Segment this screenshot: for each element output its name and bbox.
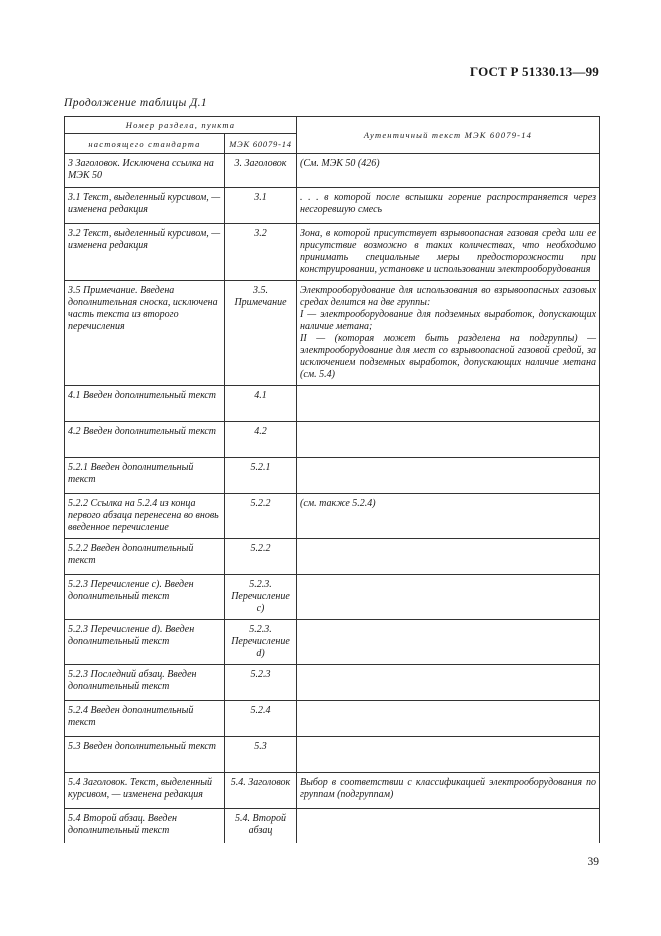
- cell-this-standard: 4.1 Введен дополнительный текст: [65, 386, 225, 422]
- header-iec-clause: МЭК 60079-14: [225, 134, 297, 154]
- cell-iec-clause: 4.1: [225, 386, 297, 422]
- cell-this-standard: 3 Заголовок. Исключена ссылка на МЭК 50: [65, 154, 225, 188]
- table-row: [65, 458, 600, 494]
- cell-this-standard: 5.2.2 Введен дополнительный текст: [65, 539, 225, 575]
- cell-authentic-text: [297, 575, 600, 620]
- cell-authentic-text: [297, 281, 600, 386]
- authentic-text-line: Зона, в которой присутствует взрывоопасная газовая среда или ее присутствие возможно в таких количествах, что необходимо принимать специальные меры предосторожности при конструировании, установке и использовании электрооборудования: [300, 228, 597, 275]
- table-row: [65, 422, 600, 458]
- authentic-text-line: II — (которая может быть разделена на подгруппы) — электрооборудование для мест со взрывоопасной газовой средой, за исключением подземных выработок, допускающих наличие метана (см. 5.4): [300, 333, 597, 380]
- cell-authentic-text: [297, 386, 600, 422]
- cell-iec-clause: 3.2: [225, 224, 297, 281]
- cell-iec-clause: 5.2.3. Перечисление с): [225, 575, 297, 620]
- header-section-number: Номер раздела, пункта: [65, 117, 297, 134]
- table-row: [65, 620, 600, 665]
- table-row: [65, 701, 600, 737]
- cell-iec-clause: 5.2.2: [225, 494, 297, 539]
- authentic-text-line: I — электрооборудование для подземных выработок, допускающих наличие метана;: [300, 309, 597, 332]
- table-row: [65, 494, 600, 539]
- cell-iec-clause: 4.2: [225, 422, 297, 458]
- header-authentic-text: Аутентичный текст МЭК 60079-14: [297, 117, 600, 154]
- cell-this-standard: 5.4 Второй абзац. Введен дополнительный текст: [65, 809, 225, 843]
- cell-authentic-text: [297, 494, 600, 539]
- cell-iec-clause: 5.2.1: [225, 458, 297, 494]
- authentic-text-line: Выбор в соответствии с классификацией электрооборудования по группам (подгруппам): [300, 777, 597, 800]
- table-row: [65, 154, 600, 188]
- cell-iec-clause: 5.2.4: [225, 701, 297, 737]
- cell-authentic-text: [297, 737, 600, 773]
- table-row: [65, 575, 600, 620]
- cell-this-standard: 5.2.4 Введен дополнительный текст: [65, 701, 225, 737]
- cell-this-standard: 5.2.3 Перечисление с). Введен дополнительный текст: [65, 575, 225, 620]
- table-row: [65, 386, 600, 422]
- table-row: [65, 809, 600, 843]
- authentic-text-line: (см. также 5.2.4): [300, 498, 376, 509]
- cell-iec-clause: 5.2.3: [225, 665, 297, 701]
- table-row: [65, 224, 600, 281]
- table-caption: Продолжение таблицы Д.1: [64, 97, 208, 109]
- cell-authentic-text: [297, 701, 600, 737]
- authentic-text-line: Электрооборудование для использования во взрывоопасных газовых средах делится на две группы:: [300, 285, 597, 308]
- cell-authentic-text: [297, 458, 600, 494]
- table-row: [65, 188, 600, 224]
- cell-this-standard: 3.1 Текст, выделенный курсивом, — изменена редакция: [65, 188, 225, 224]
- table-row: [65, 737, 600, 773]
- table-row: [65, 539, 600, 575]
- cell-this-standard: 5.2.3 Перечисление d). Введен дополнительный текст: [65, 620, 225, 665]
- cell-authentic-text: [297, 809, 600, 843]
- cell-iec-clause: 3.1: [225, 188, 297, 224]
- cell-this-standard: 5.3 Введен дополнительный текст: [65, 737, 225, 773]
- cell-this-standard: 5.2.1 Введен дополнительный текст: [65, 458, 225, 494]
- cell-iec-clause: 5.3: [225, 737, 297, 773]
- table-row: [65, 281, 600, 386]
- cell-authentic-text: [297, 665, 600, 701]
- table-row: [65, 665, 600, 701]
- table-body: [65, 154, 600, 843]
- cell-this-standard: 3.2 Текст, выделенный курсивом, — изменена редакция: [65, 224, 225, 281]
- cell-this-standard: 5.2.3 Последний абзац. Введен дополнительный текст: [65, 665, 225, 701]
- authentic-text-line: . . . в которой после вспышки горение распространяется через несгоревшую смесь: [300, 192, 597, 215]
- cell-this-standard: 3.5 Примечание. Введена дополнительная сноска, исключена часть текста из второго перечисления: [65, 281, 225, 386]
- cell-iec-clause: 3.5. Примечание: [225, 281, 297, 386]
- correspondence-table: [64, 116, 600, 843]
- cell-iec-clause: 5.4. Второй абзац: [225, 809, 297, 843]
- table-row: [65, 773, 600, 809]
- cell-iec-clause: 5.2.3. Перечисление d): [225, 620, 297, 665]
- cell-iec-clause: 5.2.2: [225, 539, 297, 575]
- cell-authentic-text: [297, 773, 600, 809]
- cell-authentic-text: [297, 539, 600, 575]
- cell-authentic-text: [297, 422, 600, 458]
- cell-this-standard: 5.4 Заголовок. Текст, выделенный курсивом, — изменена редакция: [65, 773, 225, 809]
- cell-iec-clause: 3. Заголовок: [225, 154, 297, 188]
- cell-this-standard: 5.2.2 Ссылка на 5.2.4 из конца первого абзаца перенесена во вновь введенное перечисление: [65, 494, 225, 539]
- header-this-standard: настоящего стандарта: [65, 134, 225, 154]
- cell-authentic-text: [297, 224, 600, 281]
- cell-this-standard: 4.2 Введен дополнительный текст: [65, 422, 225, 458]
- standard-code: ГОСТ Р 51330.13—99: [469, 64, 599, 79]
- cell-iec-clause: 5.4. Заголовок: [225, 773, 297, 809]
- authentic-text-line: (См. МЭК 50 (426): [300, 158, 380, 169]
- page-number: 39: [587, 856, 599, 868]
- cell-authentic-text: [297, 154, 600, 188]
- cell-authentic-text: [297, 188, 600, 224]
- cell-authentic-text: [297, 620, 600, 665]
